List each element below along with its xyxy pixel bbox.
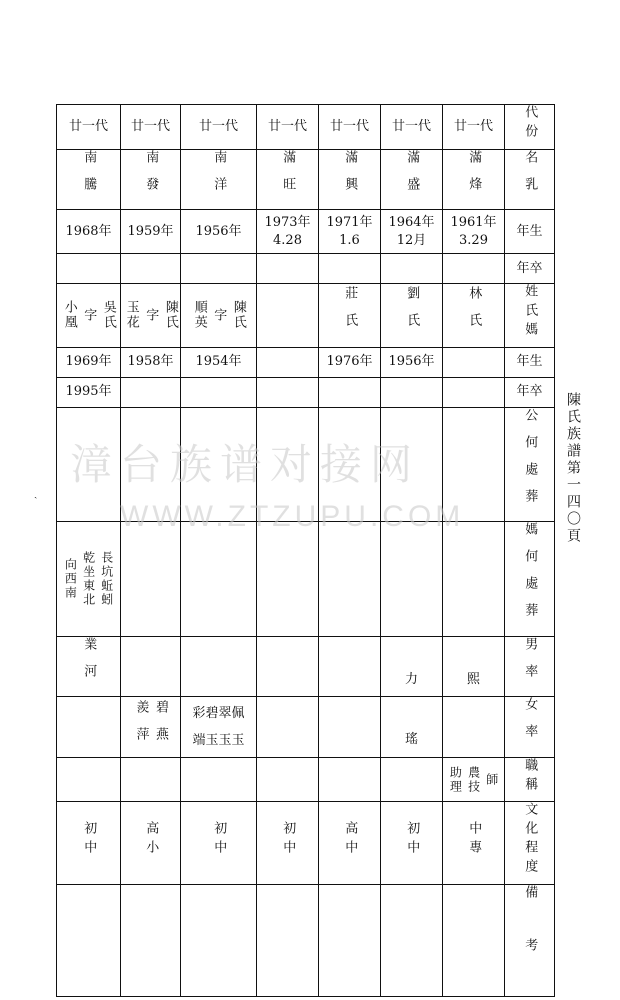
sons-cell bbox=[121, 636, 181, 697]
notes-cell bbox=[319, 884, 381, 997]
born-cell: 1956年 bbox=[181, 210, 257, 254]
row-label-grave-mother: 媽何處葬 bbox=[505, 522, 555, 637]
daughters-cell: 彩碧翠佩 端玉玉玉 bbox=[181, 697, 257, 758]
edu-cell: 高中 bbox=[319, 802, 381, 885]
row-label-job: 職稱 bbox=[505, 757, 555, 802]
spouse-cell: 小凰 字 吳氏 bbox=[57, 284, 121, 348]
row-job bbox=[57, 757, 555, 802]
edu-cell: 初中 bbox=[181, 802, 257, 885]
born-cell: 1964年 12月 bbox=[381, 210, 443, 254]
genealogy-table bbox=[56, 104, 555, 997]
spouse-cell bbox=[257, 284, 319, 348]
spouse-born-cell: 1954年 bbox=[181, 347, 257, 377]
daughters-cell bbox=[57, 697, 121, 758]
grave-mother-cell: 向西南 乾坐東北 長坑蚯蚓 bbox=[57, 522, 121, 637]
daughters-cell bbox=[443, 697, 505, 758]
spouse-died-cell bbox=[121, 377, 181, 407]
row-label-born: 年生 bbox=[505, 210, 555, 254]
born-cell: 1971年 1.6 bbox=[319, 210, 381, 254]
job-cell bbox=[381, 757, 443, 802]
grave-mother-cell bbox=[257, 522, 319, 637]
job-cell bbox=[121, 757, 181, 802]
daughters-cell bbox=[257, 697, 319, 758]
daughters-cell: 瑤 bbox=[381, 697, 443, 758]
row-label-notes: 備考 bbox=[505, 884, 555, 997]
notes-cell bbox=[443, 884, 505, 997]
job-cell bbox=[257, 757, 319, 802]
name-cell: 滿興 bbox=[319, 149, 381, 210]
sons-cell: 熙 bbox=[443, 636, 505, 697]
row-generation bbox=[57, 105, 555, 150]
row-name bbox=[57, 149, 555, 210]
name-cell: 滿烽 bbox=[443, 149, 505, 210]
row-label-spouse-born: 年生 bbox=[505, 347, 555, 377]
gen-cell: 廿一代 bbox=[319, 105, 381, 150]
stray-mark: ˏ bbox=[34, 488, 38, 499]
notes-cell bbox=[181, 884, 257, 997]
died-cell bbox=[381, 254, 443, 284]
sons-cell bbox=[181, 636, 257, 697]
sons-cell bbox=[319, 636, 381, 697]
edu-cell: 初中 bbox=[57, 802, 121, 885]
job-cell bbox=[181, 757, 257, 802]
gen-cell: 廿一代 bbox=[121, 105, 181, 150]
grave-mother-cell bbox=[181, 522, 257, 637]
row-label-daughters: 女率 bbox=[505, 697, 555, 758]
spouse-born-cell: 1956年 bbox=[381, 347, 443, 377]
row-grave-mother bbox=[57, 522, 555, 637]
edu-cell: 初中 bbox=[381, 802, 443, 885]
gen-cell: 廿一代 bbox=[381, 105, 443, 150]
born-cell: 1973年 4.28 bbox=[257, 210, 319, 254]
spouse-cell: 林氏 bbox=[443, 284, 505, 348]
row-label-spouse-died: 年卒 bbox=[505, 377, 555, 407]
died-cell bbox=[121, 254, 181, 284]
notes-cell bbox=[257, 884, 319, 997]
grave-mother-cell bbox=[443, 522, 505, 637]
sons-cell: 力 bbox=[381, 636, 443, 697]
job-cell bbox=[57, 757, 121, 802]
row-sons bbox=[57, 636, 555, 697]
spouse-cell: 劉氏 bbox=[381, 284, 443, 348]
died-cell bbox=[257, 254, 319, 284]
watermark-cn: 漳台族谱对接网 bbox=[70, 440, 421, 489]
gen-cell: 廿一代 bbox=[181, 105, 257, 150]
row-label-edu: 文化程度 bbox=[505, 802, 555, 885]
gen-cell: 廿一代 bbox=[443, 105, 505, 150]
row-notes bbox=[57, 884, 555, 997]
row-spouse-died bbox=[57, 377, 555, 407]
row-label-grave-father: 公何處葬 bbox=[505, 407, 555, 522]
row-label-died: 年卒 bbox=[505, 254, 555, 284]
watermark-en: WWW.ZTZUPU.COM bbox=[120, 500, 465, 533]
notes-cell bbox=[57, 884, 121, 997]
spouse-died-cell bbox=[381, 377, 443, 407]
row-label-sons: 男率 bbox=[505, 636, 555, 697]
row-died bbox=[57, 254, 555, 284]
job-cell bbox=[319, 757, 381, 802]
born-cell: 1961年 3.29 bbox=[443, 210, 505, 254]
spouse-born-cell bbox=[257, 347, 319, 377]
daughters-cell bbox=[319, 697, 381, 758]
gen-cell: 廿一代 bbox=[257, 105, 319, 150]
row-daughters bbox=[57, 697, 555, 758]
job-cell: 助理 農技 師 bbox=[443, 757, 505, 802]
sons-cell bbox=[257, 636, 319, 697]
name-cell: 滿旺 bbox=[257, 149, 319, 210]
name-cell: 南發 bbox=[121, 149, 181, 210]
spouse-died-cell bbox=[181, 377, 257, 407]
spouse-cell: 莊氏 bbox=[319, 284, 381, 348]
gen-cell: 廿一代 bbox=[57, 105, 121, 150]
spouse-born-cell: 1958年 bbox=[121, 347, 181, 377]
daughters-cell: 羨萍 碧燕 bbox=[121, 697, 181, 758]
born-cell: 1968年 bbox=[57, 210, 121, 254]
spouse-died-cell bbox=[443, 377, 505, 407]
sons-cell: 業河 bbox=[57, 636, 121, 697]
notes-cell bbox=[381, 884, 443, 997]
grave-mother-cell bbox=[381, 522, 443, 637]
row-born bbox=[57, 210, 555, 254]
spouse-died-cell: 1995年 bbox=[57, 377, 121, 407]
name-cell: 南洋 bbox=[181, 149, 257, 210]
spouse-died-cell bbox=[319, 377, 381, 407]
died-cell bbox=[319, 254, 381, 284]
notes-cell bbox=[121, 884, 181, 997]
edu-cell: 中專 bbox=[443, 802, 505, 885]
edu-cell: 高小 bbox=[121, 802, 181, 885]
row-spouse-born bbox=[57, 347, 555, 377]
grave-mother-cell bbox=[121, 522, 181, 637]
spouse-born-cell bbox=[443, 347, 505, 377]
died-cell bbox=[57, 254, 121, 284]
row-education bbox=[57, 802, 555, 885]
born-cell: 1959年 bbox=[121, 210, 181, 254]
died-cell bbox=[181, 254, 257, 284]
name-cell: 滿盛 bbox=[381, 149, 443, 210]
spouse-born-cell: 1976年 bbox=[319, 347, 381, 377]
page-side-title: 陳氏族譜第一四〇頁 bbox=[565, 392, 581, 545]
row-label-name: 名乳 bbox=[505, 149, 555, 210]
died-cell bbox=[443, 254, 505, 284]
row-spouse bbox=[57, 284, 555, 348]
name-cell: 南騰 bbox=[57, 149, 121, 210]
edu-cell: 初中 bbox=[257, 802, 319, 885]
spouse-died-cell bbox=[257, 377, 319, 407]
spouse-cell: 順英 字 陳氏 bbox=[181, 284, 257, 348]
spouse-cell: 玉花 字 陳氏 bbox=[121, 284, 181, 348]
row-label-generation: 代份 bbox=[505, 105, 555, 150]
row-label-spouse: 姓氏媽 bbox=[505, 284, 555, 348]
spouse-born-cell: 1969年 bbox=[57, 347, 121, 377]
grave-mother-cell bbox=[319, 522, 381, 637]
